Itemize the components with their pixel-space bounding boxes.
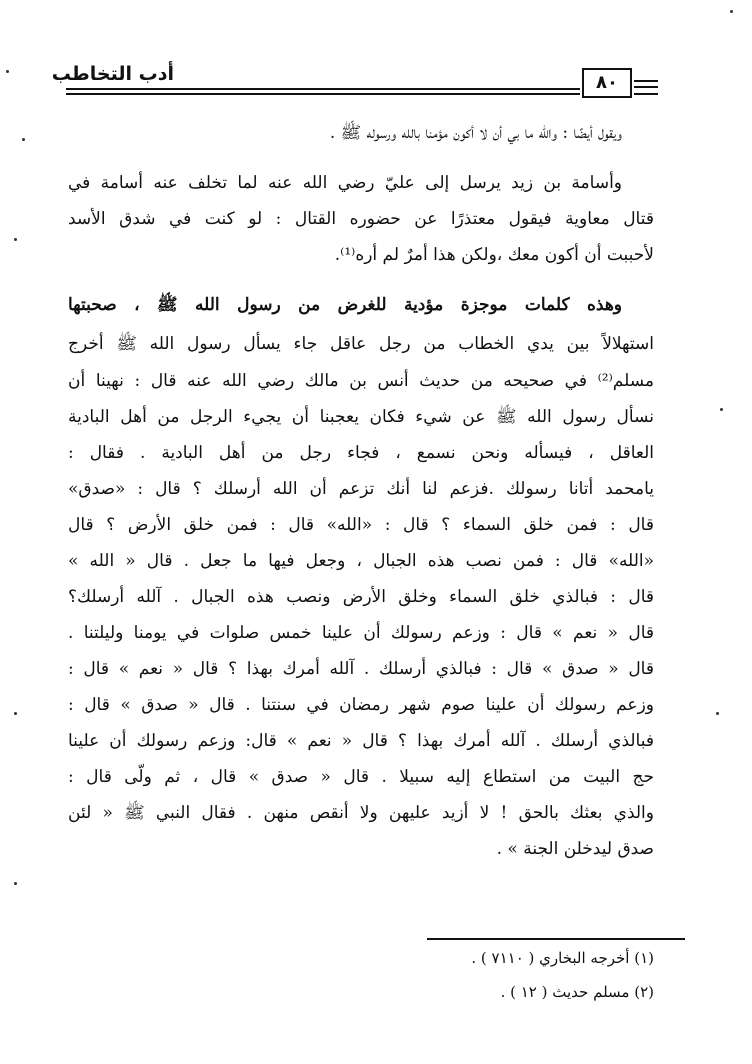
header-rule — [634, 93, 658, 95]
text-line: العاقل ، فيسأله ونحن نسمع ، فجاء رجل من أهل البادية . فقال : — [68, 443, 654, 463]
text-line: وأسامة بن زيد يرسل إلى عليّ رضي الله عنه لما تخلف عنه أسامة في — [68, 173, 622, 193]
scan-speck — [14, 238, 17, 241]
text-line: فبالذي أرسلك . آلله أمرك بهذا ؟ قال « نعم » قال: وزعم رسولك أن علينا — [68, 731, 654, 751]
footnote-separator — [427, 938, 685, 940]
text-line: يامحمد أتانا رسولك .فزعم لنا أنك تزعم أن الله أرسلك ؟ قال : «صدق» — [68, 479, 654, 499]
text-line: نسأل رسول الله ﷺ عن شيء فكان يعجبنا أن يجيء الرجل من أهل البادية — [68, 407, 654, 427]
text-line: مسلم⁽²⁾ في صحيحه من حديث أنس بن مالك رضي الله عنه قال : نهينا أن — [68, 371, 654, 391]
scan-speck — [22, 138, 25, 141]
scan-speck — [14, 712, 17, 715]
text-line: قال « صدق » قال : فبالذي أرسلك . آلله أمرك بهذا ؟ قال « نعم » قال : — [68, 659, 654, 679]
scan-speck — [720, 408, 723, 411]
text-line: قال : فبالذي خلق السماء وخلق الأرض ونصب هذه الجبال . آلله أرسلك؟ — [68, 587, 654, 607]
text-line: وزعم رسولك أن علينا صوم شهر رمضان في سنتنا . قال « صدق » قال : — [68, 695, 654, 715]
header-rule — [634, 80, 658, 82]
text-line: لأحببت أن أكون معك ،ولكن هذا أمرٌ لم أره⁽¹⁾. — [334, 245, 654, 265]
footnote: (١) أخرجه البخاري ( ٧١١٠ ) . — [471, 949, 654, 967]
scan-speck — [730, 10, 733, 13]
text-line: حج البيت من استطاع إليه سبيلا . قال « صدق » قال ، ثم ولّى قال : — [68, 767, 654, 787]
page-number: ٨٠ — [582, 68, 632, 98]
text-line: قال « نعم » قال : وزعم رسولك أن علينا خمس صلوات في يومنا وليلتنا . — [68, 623, 654, 643]
text-line: وهذه كلمات موجزة مؤدية للغرض من رسول الله ﷺ ، صحبتها — [68, 295, 622, 315]
footnote: (٢) مسلم حديث ( ١٢ ) . — [500, 983, 654, 1001]
scan-speck — [14, 882, 17, 885]
scan-speck — [6, 70, 9, 73]
text-line: «الله» قال : فمن نصب هذه الجبال ، وجعل فيها ما جعل . قال « الله » — [68, 551, 654, 571]
text-line: ويقول أيضًا : والله ما بي أن لا أكون مؤمنا بالله ورسوله ﷺ . — [329, 123, 622, 143]
text-line: قتال معاوية فيقول معتذرًا عن حضوره القتال : لو كنت في شدق الأسد — [68, 209, 654, 229]
text-line: صدق ليدخلن الجنة » . — [496, 839, 654, 859]
text-line: قال : فمن خلق السماء ؟ قال : «الله» قال : فمن خلق الأرض ؟ قال — [68, 515, 654, 535]
header-rule — [66, 93, 580, 95]
book-title: أدب التخاطب — [51, 63, 174, 85]
header-rule — [634, 86, 658, 88]
text-line: استهلالاً بين يدي الخطاب من رجل عاقل جاء يسأل رسول الله ﷺ أخرج — [68, 334, 654, 354]
scan-speck — [716, 712, 719, 715]
header-rule — [66, 88, 580, 90]
text-line: والذي بعثك بالحق ! لا أزيد عليهن ولا أنقص منهن . فقال النبي ﷺ « لئن — [68, 803, 654, 823]
